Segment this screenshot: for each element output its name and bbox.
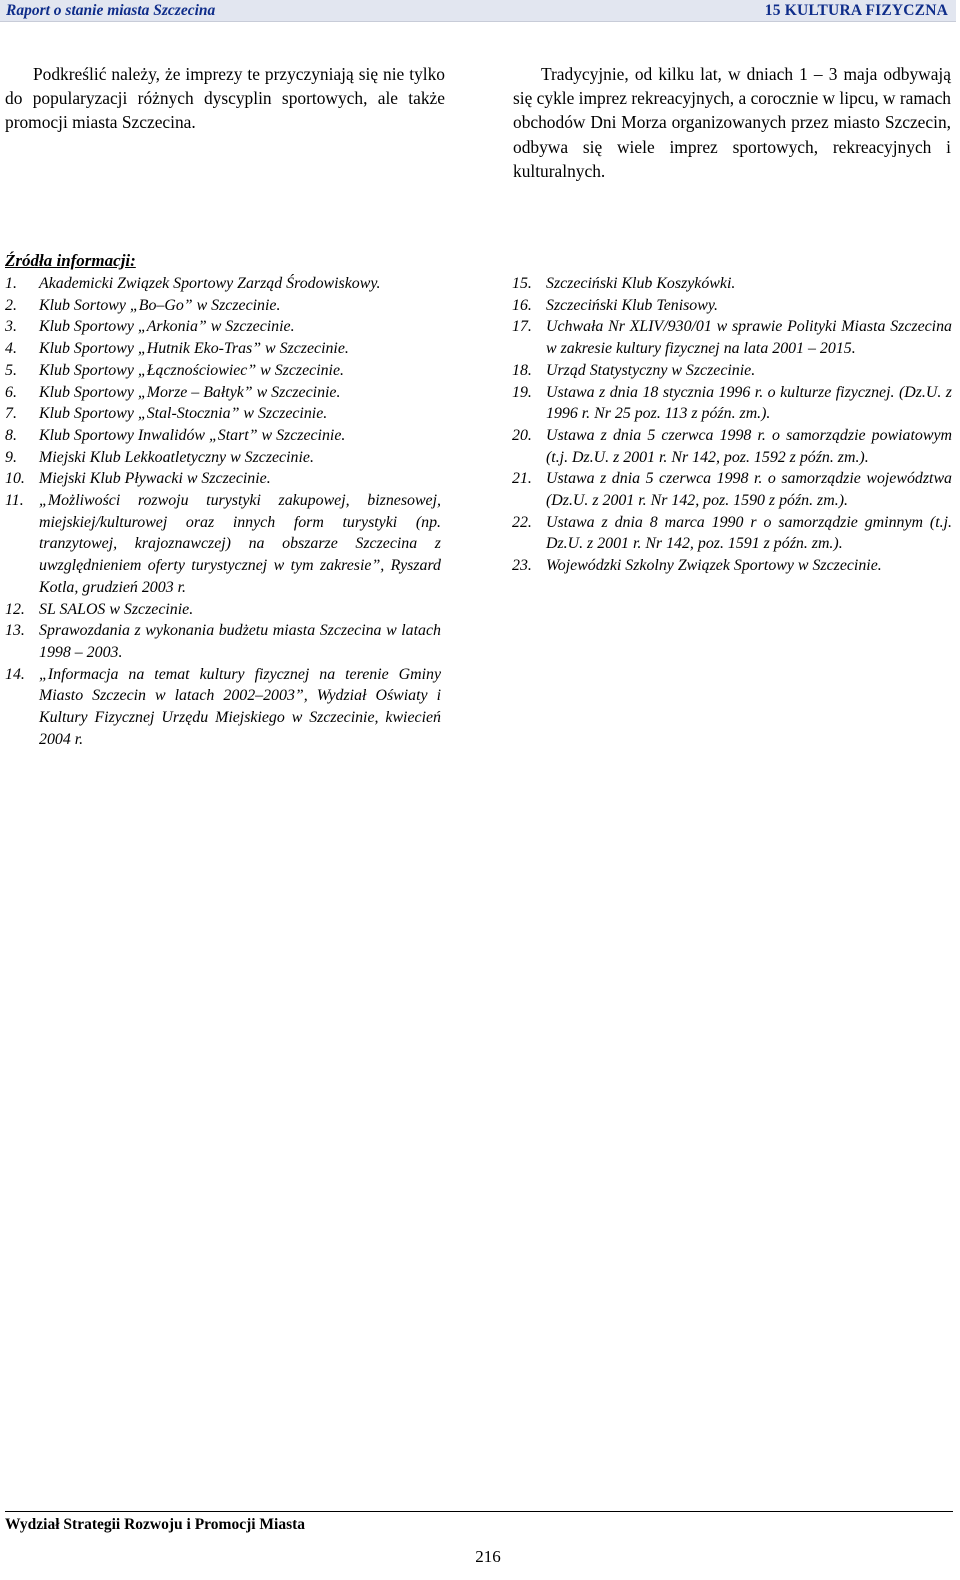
source-number: 12. <box>5 600 25 618</box>
source-number: 15. <box>512 275 532 292</box>
sources-list-left <box>5 273 441 750</box>
source-item <box>5 447 441 469</box>
source-text: Szczeciński Klub Koszykówki. <box>546 275 736 292</box>
source-item <box>512 468 952 511</box>
intro-paragraph-left: Podkreślić należy, że imprezy te przyczyniają się nie tylko do popularyzacji różnych dyscyplin sportowych, ale także promocji miasta Szczecina. <box>5 64 445 133</box>
source-item <box>5 403 441 425</box>
source-number: 7. <box>5 405 17 423</box>
source-item <box>512 295 952 317</box>
source-text: Miejski Klub Pływacki w Szczecinie. <box>39 470 271 488</box>
intro-paragraph-right: Tradycyjnie, od kilku lat, w dniach 1 – 3 maja odbywają się cykle imprez rekreacyjnych, a corocznie w lipcu, w ramach obchodów Dni Morza organizowanych przez miasto Szczecin, odbywa się wiele imprez sportowych, rekreacyjnych i kulturalnych. <box>513 64 951 181</box>
source-number: 4. <box>5 340 17 358</box>
source-text: Ustawa z dnia 5 czerwca 1998 r. o samorządzie województwa (Dz.U. z 2001 r. Nr 142, poz. 1590 z późn. zm.). <box>546 470 952 510</box>
source-number: 16. <box>512 296 532 314</box>
source-text: SL SALOS w Szczecinie. <box>39 600 194 618</box>
source-item <box>5 295 441 317</box>
source-number: 14. <box>5 665 25 683</box>
source-item <box>5 664 441 751</box>
source-text: „Informacja na temat kultury fizycznej na terenie Gminy Miasto Szczecin w latach 2002–2003”, Wydział Oświaty i Kultury Fizycznej Urzędu Miejskiego w Szczecinie, kwiecień 2004 r. <box>39 665 441 748</box>
sources-list-right <box>512 273 952 577</box>
source-text: Klub Sportowy „Stal-Stocznia” w Szczecinie. <box>39 405 328 423</box>
source-item <box>512 555 952 577</box>
source-number: 18. <box>512 361 532 379</box>
source-text: Klub Sportowy „Łącznościowiec” w Szczecinie. <box>39 361 345 379</box>
source-text: Ustawa z dnia 18 stycznia 1996 r. o kulturze fizycznej. (Dz.U. z 1996 r. Nr 25 poz. 113 z późn. zm.). <box>546 383 952 423</box>
source-number: 6. <box>5 383 17 401</box>
source-item <box>512 360 952 382</box>
source-item <box>5 273 441 295</box>
page-header <box>0 0 956 22</box>
source-text: Klub Sportowy „Hutnik Eko-Tras” w Szczecinie. <box>39 340 349 358</box>
source-item <box>5 425 441 447</box>
source-text: Ustawa z dnia 5 czerwca 1998 r. o samorządzie powiatowym (t.j. Dz.U. z 2001 r. Nr 142, poz. 1592 z późn. zm.). <box>546 426 952 466</box>
source-text: Klub Sportowy „Morze – Bałtyk” w Szczecinie. <box>39 383 341 401</box>
source-item <box>5 360 441 382</box>
source-number: 23. <box>512 557 532 575</box>
source-number: 22. <box>512 513 532 531</box>
source-text: Ustawa z dnia 8 marca 1990 r o samorządzie gminnym (t.j. Dz.U. z 2001 r. Nr 142, poz. 1591 z późn. zm.). <box>546 513 952 553</box>
source-number: 13. <box>5 622 25 640</box>
report-title: Raport o stanie miasta Szczecina <box>6 2 216 19</box>
source-number: 9. <box>5 448 17 466</box>
source-item <box>512 512 952 555</box>
source-item <box>512 425 952 468</box>
source-number: 11. <box>5 492 24 510</box>
source-item <box>512 273 952 295</box>
source-item <box>5 316 441 338</box>
source-text: Miejski Klub Lekkoatletyczny w Szczecinie. <box>39 448 314 466</box>
footer-department: Wydział Strategii Rozwoju i Promocji Miasta <box>5 1516 306 1533</box>
source-item <box>5 599 441 621</box>
source-text: Klub Sportowy Inwalidów „Start” w Szczecinie. <box>39 426 346 444</box>
source-text: Wojewódzki Szkolny Związek Sportowy w Szczecinie. <box>546 557 882 575</box>
source-number: 2. <box>5 296 17 314</box>
source-number: 10. <box>5 470 25 488</box>
chapter-title: 15 KULTURA FIZYCZNA <box>764 2 948 19</box>
source-text: Sprawozdania z wykonania budżetu miasta Szczecina w latach 1998 – 2003. <box>39 622 441 661</box>
source-number: 5. <box>5 361 17 379</box>
source-number: 8. <box>5 426 17 444</box>
source-text: Urząd Statystyczny w Szczecinie. <box>546 361 756 379</box>
source-item <box>5 382 441 404</box>
source-item <box>512 382 952 425</box>
page-number: 216 <box>475 1547 501 1566</box>
source-text: „Możliwości rozwoju turystyki zakupowej, biznesowej, miejskiej/kulturowej oraz innych form turystyki (np. tranzytowej, krajoznawczej) na obszarze Szczecina z uwzględnieniem oferty turystycznej w tym zakresie”, Ryszard Kotla, grudzień 2003 r. <box>39 492 441 596</box>
source-text: Klub Sortowy „Bo–Go” w Szczecinie. <box>39 296 281 314</box>
source-number: 21. <box>512 470 532 488</box>
source-number: 17. <box>512 318 532 336</box>
source-text: Uchwała Nr XLIV/930/01 w sprawie Polityki Miasta Szczecina w zakresie kultury fizycznej na lata 2001 – 2015. <box>546 318 952 358</box>
source-number: 19. <box>512 383 532 401</box>
source-text: Szczeciński Klub Tenisowy. <box>546 296 719 314</box>
source-number: 3. <box>5 318 17 336</box>
source-text: Akademicki Związek Sportowy Zarząd Środowiskowy. <box>39 275 381 292</box>
source-item <box>5 468 441 490</box>
source-number: 20. <box>512 426 532 444</box>
source-text: Klub Sportowy „Arkonia” w Szczecinie. <box>39 318 295 336</box>
source-item <box>5 620 441 663</box>
source-item <box>5 338 441 360</box>
source-item <box>5 490 441 599</box>
source-item <box>512 316 952 359</box>
sources-heading: Źródła informacji: <box>5 251 136 270</box>
source-number: 1. <box>5 275 17 292</box>
footer-divider <box>5 1511 953 1512</box>
